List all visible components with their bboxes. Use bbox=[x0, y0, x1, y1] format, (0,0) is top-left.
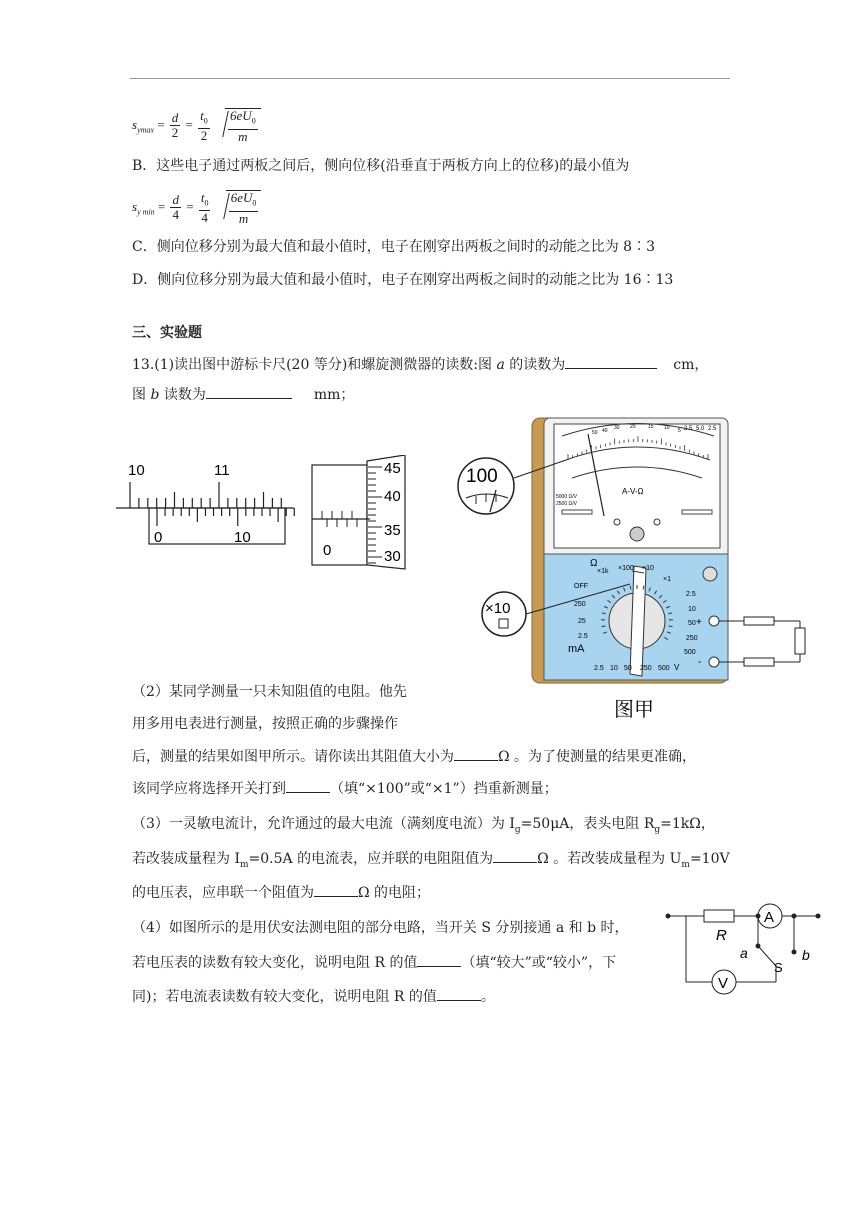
q13-p1-line2: 图 b 读数为 mm； bbox=[132, 384, 354, 405]
svg-text:10: 10 bbox=[610, 665, 618, 672]
svg-text:2.5: 2.5 bbox=[578, 633, 588, 640]
dial-off: OFF bbox=[574, 583, 588, 590]
voltmeter-label: V bbox=[718, 975, 729, 992]
svg-text:500: 500 bbox=[658, 665, 670, 672]
answer-blank[interactable] bbox=[286, 778, 330, 793]
ammeter-label: A bbox=[764, 909, 775, 926]
svg-text:-: - bbox=[698, 657, 702, 668]
resistor-label: R bbox=[716, 927, 727, 944]
answer-blank[interactable] bbox=[454, 746, 498, 761]
svg-text:2.5: 2.5 bbox=[594, 665, 604, 672]
answer-blank[interactable] bbox=[437, 986, 481, 1001]
svg-text:×1: ×1 bbox=[663, 576, 671, 583]
option-c: C．侧向位移分别为最大值和最小值时，电子在刚穿出两板之间时的动能之比为 8∶3 bbox=[132, 239, 655, 255]
svg-text:20: 20 bbox=[630, 424, 636, 430]
vernier-vs-0: 0 bbox=[154, 529, 163, 546]
switch-b-label: b bbox=[802, 947, 810, 963]
svg-text:×1k: ×1k bbox=[597, 568, 609, 575]
vernier-main-11: 11 bbox=[214, 462, 230, 479]
micrometer-45: 45 bbox=[384, 460, 401, 477]
formula-ymax: $s_{ymax}$ = $\frac{d}{2}$ = $\frac{t_0}{2}$ $\frac{6eU_0}{m}$ bbox=[132, 108, 261, 144]
tick bbox=[601, 626, 605, 627]
figure-caption: 图甲 bbox=[614, 699, 654, 721]
q13-p2-line4: 该同学应将选择开关打到 （填“×100”或“×1”）挡重新测量； bbox=[132, 778, 558, 799]
svg-text:10: 10 bbox=[688, 606, 696, 613]
svg-text:+: + bbox=[696, 617, 702, 628]
svg-text:×10: ×10 bbox=[642, 565, 654, 572]
svg-text:×100: ×100 bbox=[618, 565, 634, 572]
q13-p3-line1: （3）一灵敏电流计，允许通过的最大电流（满刻度电流）为 $I_g=50\mu A$，表头电阻 $R_g=1k\Omega$， bbox=[132, 816, 715, 835]
q13-p4-line2: 若电压表的读数有较大变化，说明电阻 R 的值 （填“较大”或“较小”，下 bbox=[132, 952, 616, 973]
q13-p3-line3: 的电压表，应串联一个阻值为 Ω 的电阻； bbox=[132, 882, 430, 903]
answer-blank[interactable] bbox=[565, 354, 657, 369]
formula-ymin: $s_{y min}$ = $\frac{d}{4}$ = $\frac{t_0}{4}$ $\frac{6eU_0}{m}$ bbox=[132, 190, 261, 226]
vernier-vs-10: 10 bbox=[234, 529, 251, 546]
zoom-100: 100 bbox=[466, 466, 498, 487]
svg-text:250: 250 bbox=[686, 635, 698, 642]
ohms-per-volt-2: 2500 Ω/V bbox=[556, 501, 577, 507]
svg-text:50: 50 bbox=[592, 430, 598, 436]
answer-blank[interactable] bbox=[206, 384, 292, 399]
micrometer-40: 40 bbox=[384, 488, 401, 505]
micrometer-30: 30 bbox=[384, 548, 401, 565]
scale-avo: A-V-Ω bbox=[622, 487, 644, 496]
q13-p2-line1: （2）某同学测量一只未知阻值的电阻。他先 bbox=[132, 684, 407, 700]
q13-p2-line3: 后，测量的结果如图甲所示。请你读出其阻值大小为 Ω 。为了使测量的结果更准确， bbox=[132, 746, 696, 767]
svg-text:500: 500 bbox=[684, 649, 696, 656]
vernier-main-10: 10 bbox=[128, 462, 145, 479]
svg-text:5.0: 5.0 bbox=[696, 426, 705, 432]
switch-s-label: S bbox=[774, 960, 783, 975]
vernier-caliper bbox=[116, 460, 296, 550]
micrometer-zero: 0 bbox=[323, 542, 332, 559]
q13-p2-line2: 用多用电表进行测量，按照正确的步骤操作 bbox=[132, 716, 398, 732]
svg-text:25: 25 bbox=[578, 618, 586, 625]
micrometer-35: 35 bbox=[384, 522, 401, 539]
minus-terminal[interactable] bbox=[709, 657, 719, 667]
svg-text:250: 250 bbox=[574, 601, 586, 608]
svg-text:50: 50 bbox=[688, 620, 696, 627]
svg-text:2.5: 2.5 bbox=[708, 426, 717, 432]
plus-terminal[interactable] bbox=[709, 616, 719, 626]
q13-p3-line2: 若改装成量程为 $I_m=0.5A$ 的电流表，应并联的电阻阻值为 Ω 。若改装成量程为 $U_m=10V$ bbox=[132, 848, 730, 875]
svg-text:250: 250 bbox=[640, 665, 652, 672]
header-rule bbox=[130, 78, 730, 79]
answer-blank[interactable] bbox=[314, 882, 358, 897]
dial-ma: mA bbox=[568, 643, 585, 655]
ohms-per-volt: 5000 Ω/V bbox=[556, 494, 577, 500]
section-title: 三、实验题 bbox=[132, 325, 202, 341]
option-d: D．侧向位移分别为最大值和最小值时，电子在刚穿出两板之间时的动能之比为 16∶13 bbox=[132, 272, 674, 288]
micrometer bbox=[310, 455, 410, 570]
zoom-x10: ×10 bbox=[485, 600, 511, 617]
svg-text:30: 30 bbox=[614, 425, 620, 431]
q13-p1-line1: 13.(1)读出图中游标卡尺(20 等分)和螺旋测微器的读数:图 a 的读数为 cm， bbox=[132, 354, 708, 375]
answer-blank[interactable] bbox=[493, 848, 537, 863]
svg-text:15: 15 bbox=[648, 424, 654, 430]
svg-text:40: 40 bbox=[602, 428, 608, 434]
answer-blank[interactable] bbox=[417, 952, 461, 967]
switch-a-label: a bbox=[740, 945, 748, 961]
svg-text:V: V bbox=[674, 663, 680, 672]
svg-text:10: 10 bbox=[664, 425, 670, 431]
multimeter-figure bbox=[452, 416, 828, 726]
tick bbox=[669, 626, 673, 627]
q13-p4-line3: 同)；若电流表读数有较大变化，说明电阻 R 的值 。 bbox=[132, 986, 495, 1007]
svg-text:50: 50 bbox=[624, 665, 632, 672]
circuit-diagram bbox=[664, 898, 824, 1002]
ohm-adjust-knob[interactable] bbox=[703, 567, 717, 581]
svg-text:5: 5 bbox=[678, 428, 681, 434]
dial-omega: Ω bbox=[590, 558, 598, 569]
svg-text:2.5: 2.5 bbox=[686, 591, 696, 598]
q13-p4-line1: （4）如图所示的是用伏安法测电阻的部分电路，当开关 S 分别接通 a 和 b 时， bbox=[132, 920, 629, 936]
zero-adjust-screw bbox=[630, 527, 644, 541]
svg-text:2.5: 2.5 bbox=[684, 426, 693, 432]
option-b: B．这些电子通过两板之间后，侧向位移(沿垂直于两板方向上的位移)的最小值为 bbox=[132, 158, 630, 174]
